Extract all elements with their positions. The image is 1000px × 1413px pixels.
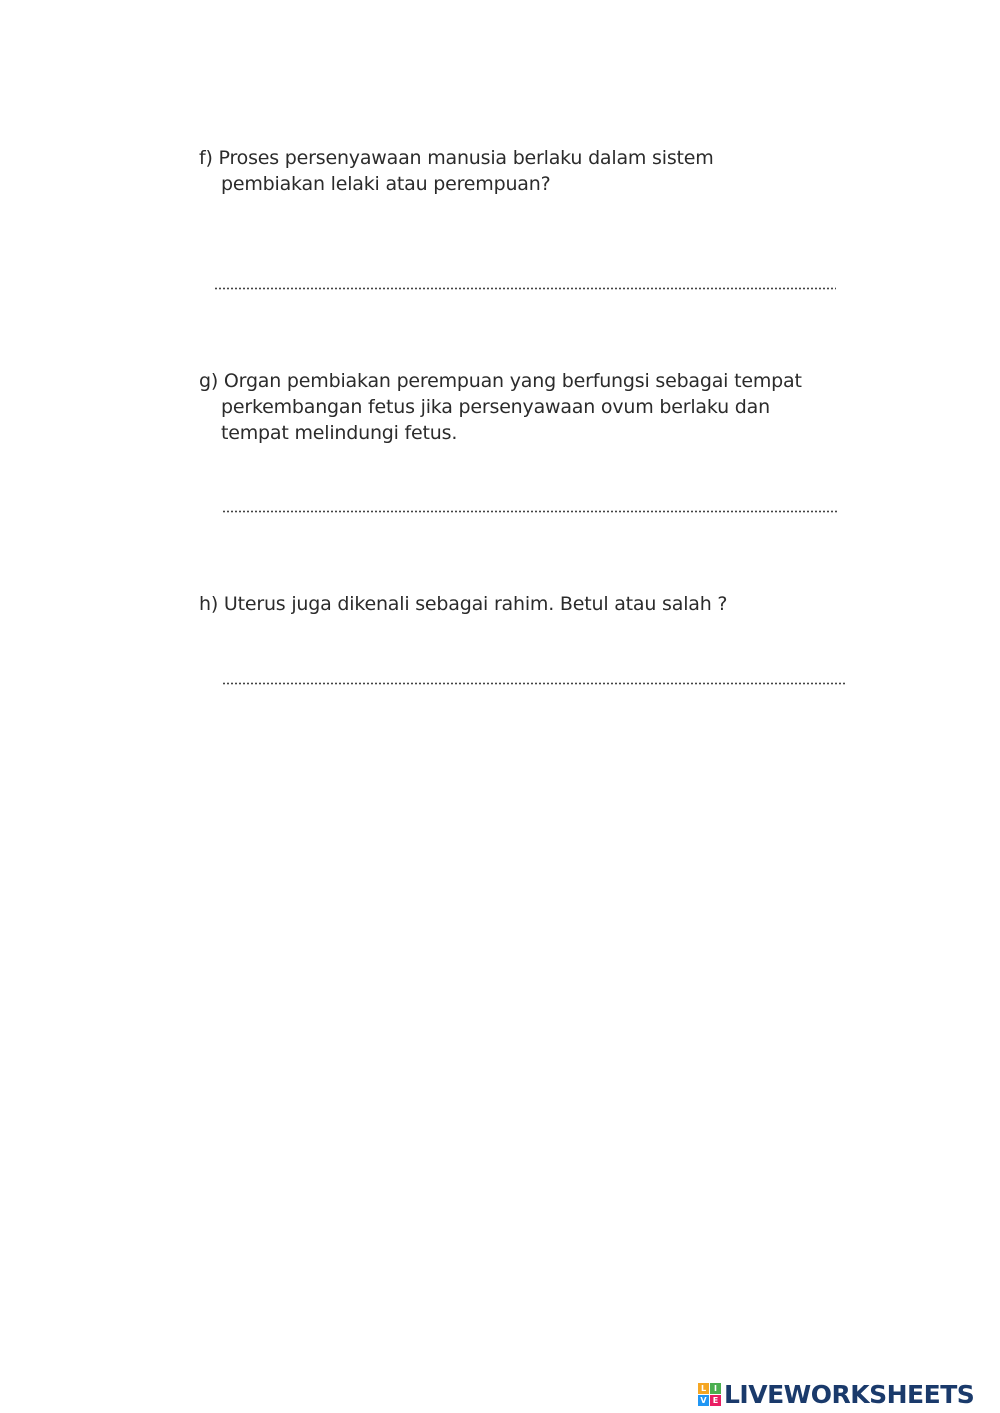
logo-block-l: L <box>698 1383 709 1394</box>
question-g-line-2: perkembangan fetus jika persenyawaan ovum berlaku dan <box>221 396 770 418</box>
question-f-line-1: f) Proses persenyawaan manusia berlaku dalam sistem <box>199 147 714 169</box>
question-g <box>199 368 802 446</box>
logo-block-v: V <box>698 1395 709 1406</box>
answer-field-g[interactable] <box>222 510 838 513</box>
question-h <box>199 591 727 617</box>
live-blocks-icon <box>698 1383 721 1406</box>
question-h-line-1: h) Uterus juga dikenali sebagai rahim. Betul atau salah ? <box>199 593 728 615</box>
liveworksheets-logo <box>698 1380 974 1408</box>
question-g-line-3: tempat melindungi fetus. <box>221 422 458 444</box>
logo-block-i: I <box>710 1383 721 1394</box>
question-f-line-2: pembiakan lelaki atau perempuan? <box>221 173 551 195</box>
question-f <box>199 145 714 197</box>
question-g-line-1: g) Organ pembiakan perempuan yang berfungsi sebagai tempat <box>199 370 802 392</box>
answer-field-h[interactable] <box>222 682 846 685</box>
logo-block-e: E <box>710 1395 721 1406</box>
logo-text: LIVEWORKSHEETS <box>724 1379 975 1409</box>
answer-field-f[interactable] <box>214 287 836 290</box>
